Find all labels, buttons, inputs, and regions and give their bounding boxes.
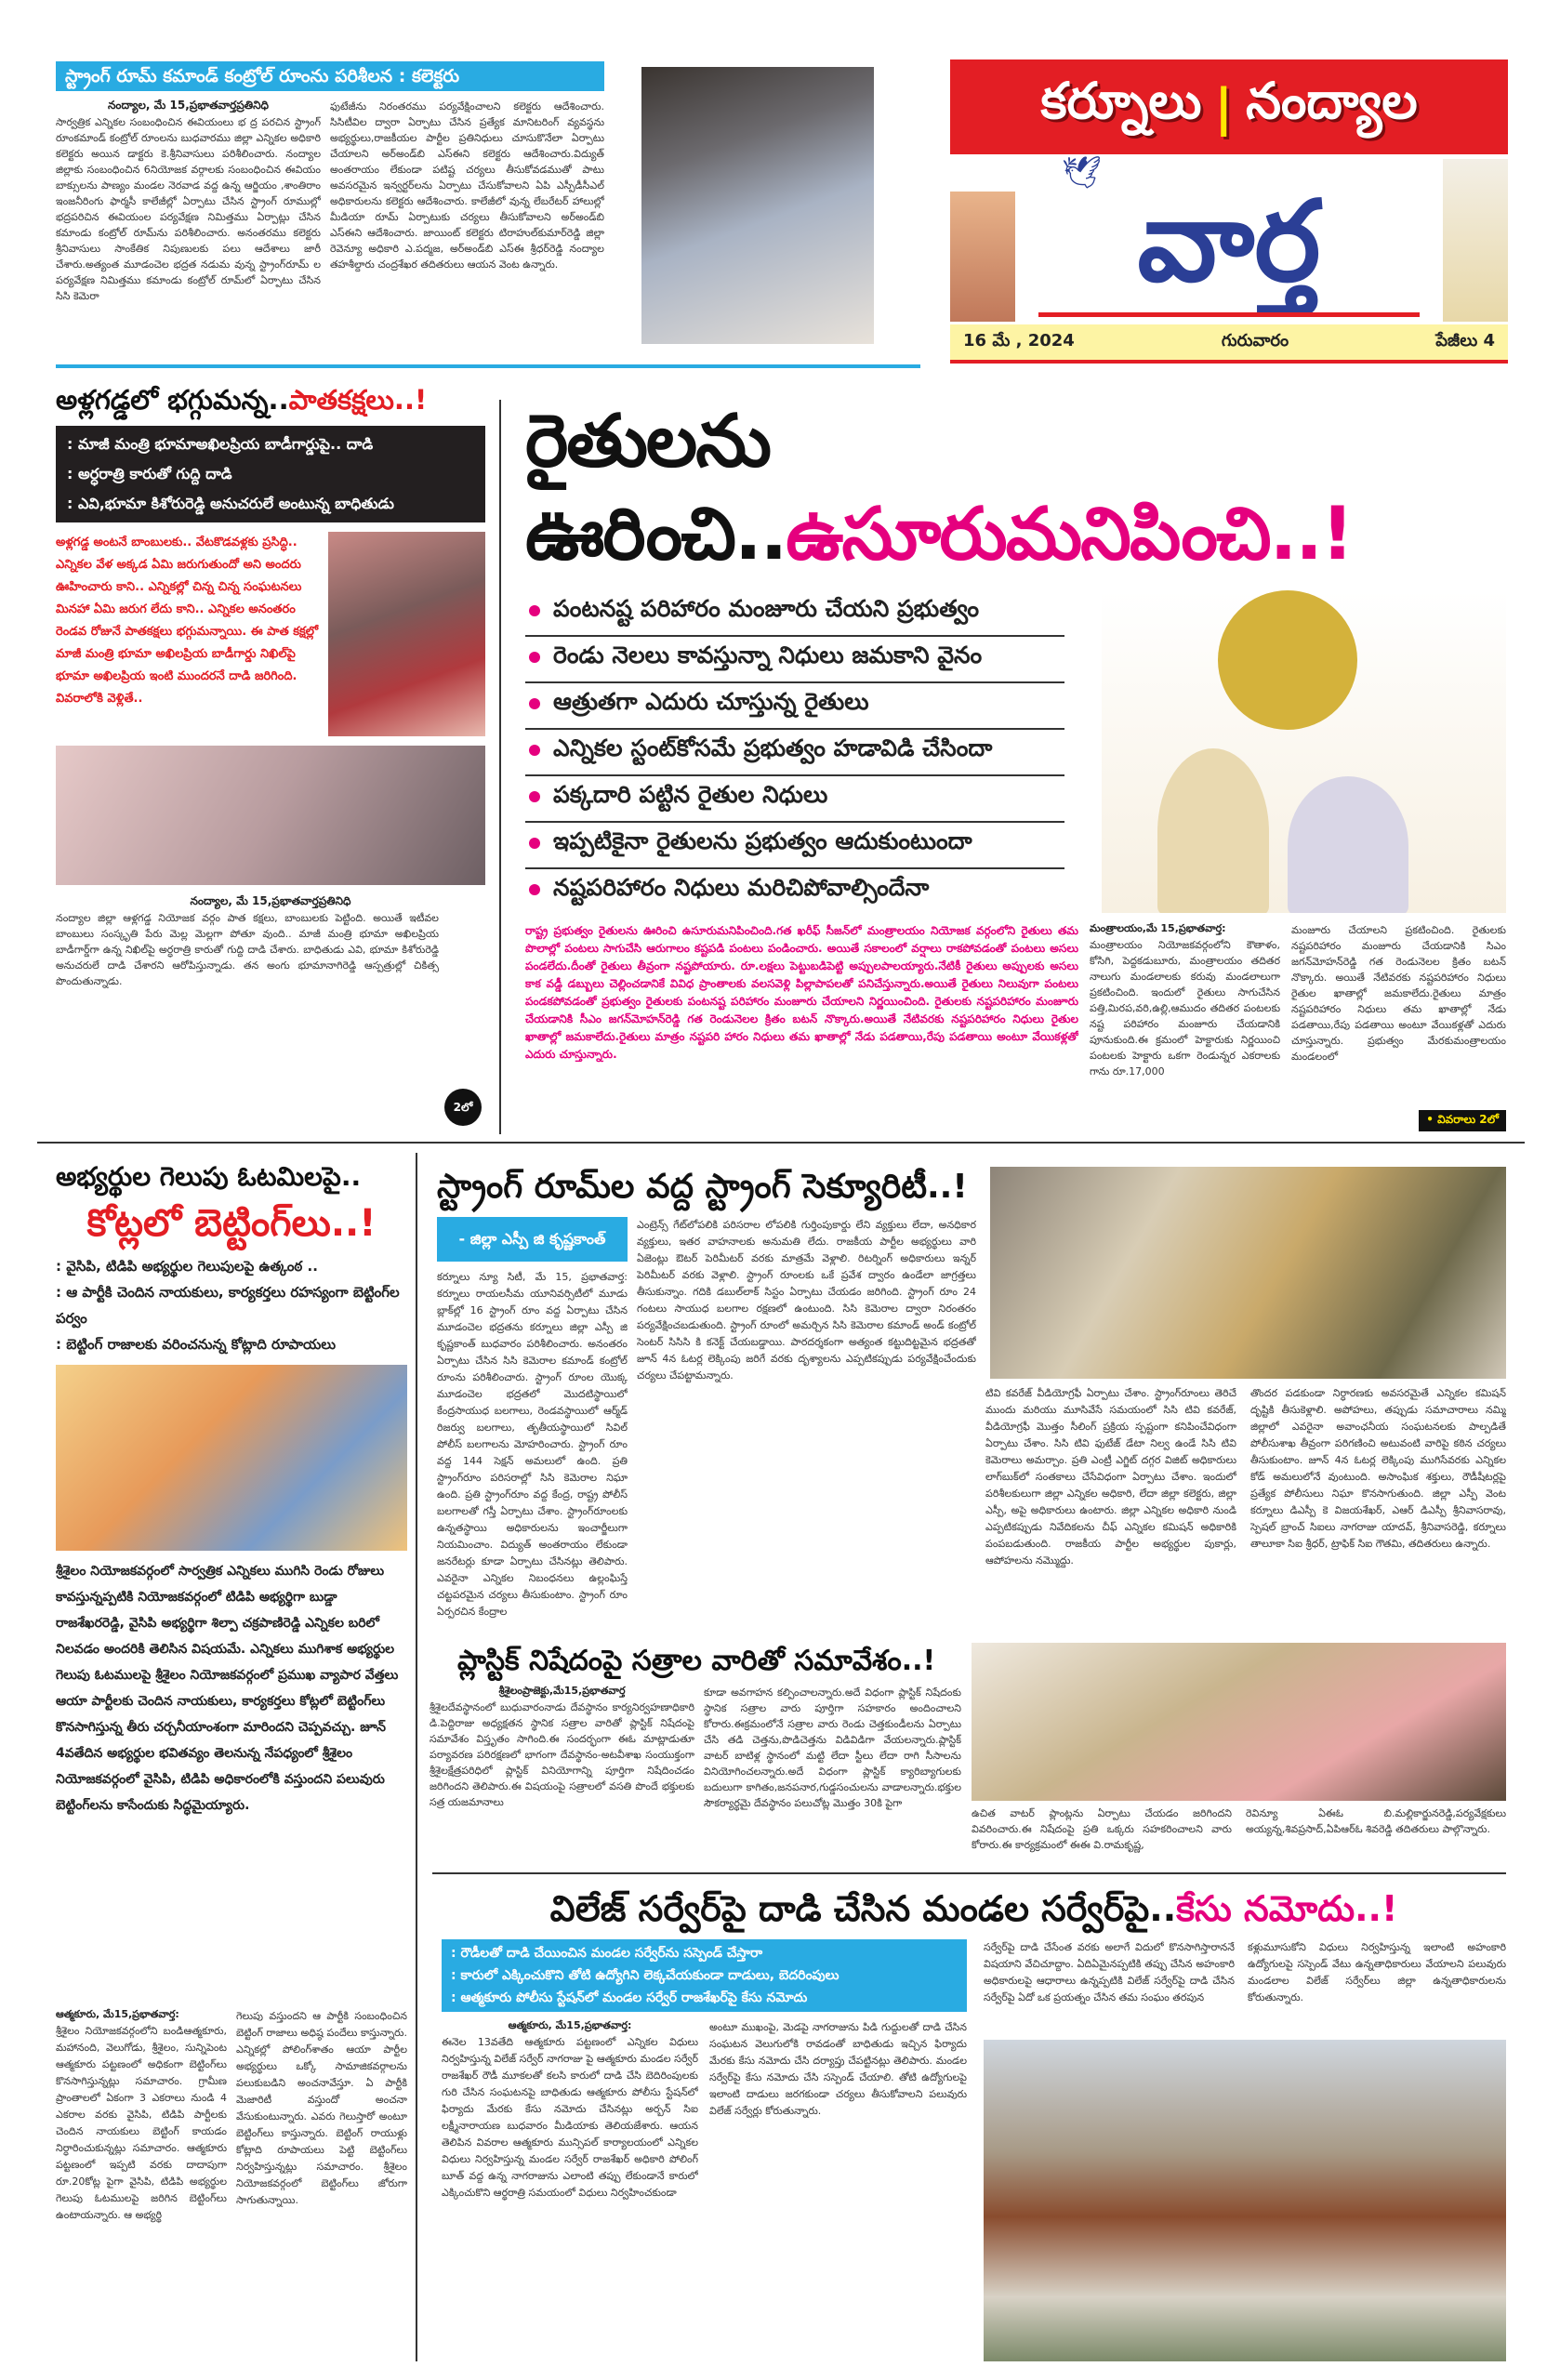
column-divider	[416, 1153, 417, 2361]
lead-text: మంత్రాలయం నియోజకవర్గంలోని కౌతాళం, కోసిగి, పెద్దకడుబూరు, మంత్రాలయం తదితర నాలుగు మండలాలకు కరువు మండలాలుగా ప్రకటించింది. ఇందులో రైతులు సాగుచేసిన పత్తి,మిరప,వరి,ఉల్లి,ఆముదం తదితర పంటలకు నష్ట పరిహారం మంజూరు చేయడానికి పూనుకుంది.ఈ క్రమంలో హెక్టారుకు నిర్ణయించి పంటలకు హెక్టారు ఒకగా రెండున్నర ఎకరాలకు గాను రూ.17,000	[1090, 939, 1280, 1078]
allagadda-points-box	[56, 426, 485, 522]
allagadda-intro: అళ్లగడ్డ అంటనే బాంబులకు.. వేటకొడవళ్లకు ప్రసిద్ధి.. ఎన్నికల వేళ అక్కడ ఏమి జరుగుతుందో అని అందరు ఊహించారు కాని.. ఎన్నికల్లో చిన్న చిన్న సంఘటనలు మినహా ఏమి జరుగ లేదు కాని.. ఎన్నికల అనంతరం రెండవ రోజునే పాతకక్షలు భగ్గుమన్నాయి. ఈ పాత కక్షల్లో మాజీ మంత్రి భూమా అఖిలప్రియ బాడీగార్డు నిఖిల్‌పై భూమా అఖిలప్రియ ఇంటి ముందరనే దాడి జరిగింది. వివరాలోకి వెళ్లితే..	[56, 536, 319, 706]
plastic-headline: ప్లాస్టిక్ నిషేదంపై సత్రాల వారితో సమావేశం..!	[457, 1645, 936, 1677]
surveyor-points-box	[442, 1939, 967, 2012]
lead-bullet: నష్టపరిహారం నిధులు మరిచిపోవాల్సిందేనా	[525, 869, 1064, 913]
story1-divider	[56, 364, 920, 368]
betting-point: : వైసిపి, టిడిపి అభ్యర్థుల గెలుపులపై ఉత్కంఠ ..	[56, 1258, 318, 1275]
speech-bubble	[1218, 590, 1357, 730]
plastic-col4: రెవిన్యూ ఏఈఓ బి.మల్లికార్జునరెడ్డి,పర్యవేక్షకులు అయ్యన్న,శివప్రసాద్,ఏపిఆర్‌ఓ శివరెడ్డి తదితరులు పాల్గొన్నారు.	[1246, 1807, 1506, 1835]
issue-weekday: గురువారం	[1221, 330, 1289, 350]
strongroom-story	[437, 1167, 976, 1632]
page-number: పేజీలు 4	[1435, 330, 1495, 350]
allagadda-hospital-photo	[56, 746, 485, 885]
nandi-image	[1443, 159, 1508, 322]
surveyor-point: : రౌడీలతో దాడి చేయించిన మండల సర్వేర్‌ను సస్పెండ్ చేస్తారా	[451, 1946, 763, 1961]
plastic-meeting-photo	[972, 1643, 1506, 1801]
fort-image	[950, 192, 1015, 322]
allagadda-column	[56, 383, 485, 1131]
lead-headline-black: రైతులను ఊరించి..	[525, 400, 787, 576]
surveyor-headline-black: విలేజ్ సర్వేర్‌పై దాడి చేసిన మండల సర్వేర్‌పై..	[549, 1888, 1177, 1929]
allagadda-point: : ఎవి,భూమా కిశోరురెడ్డి అనుచరులే అంటున్న బాధితుడు	[67, 495, 394, 512]
surveyor-dateline: ఆత్మకూరు, మే15,ప్రభాతవార్త:	[508, 2019, 632, 2031]
betting-col1	[56, 2008, 227, 2361]
allagadda-headline-black: అళ్లగడ్డలో భగ్గుమన్న..	[56, 384, 289, 416]
allagadda-text: నంద్యాల జిల్లా ఆళ్లగడ్డ నియోజక వర్గం పాత కక్షలు, బాంబులకు పెట్టింది. అయితే ఇటీవల బాంబులు సంస్కృతి పేరు మెల్ల మెల్లగా పోతూ వుంది.. మాజీ మంత్రి భూమా అఖిలప్రియ బాడీగార్డ్‌గా ఉన్న నిఖిల్‌పై అర్ధరాత్రి కారుతో గుద్ది దాడి చేశారు. బాధితుడు ఎవి, భూమా కిశోరురెడ్డి అనుచరులే దాడి చేశారని ఆరోపిస్తున్నాడు. తన అంగు భూమానాగిరెడ్డి ఆస్పత్రుల్లో చికిత్స పొందుతున్నాడు.	[56, 912, 439, 987]
surveyor-col3: సర్వేర్‌పై దాడి చేసేంత వరకు అలాగే విదులో కొనసాగిస్తారాననే విషయాని వేచిచూద్దాం. ఏదిఏమైనప్పటికి తప్పు చేసిన అహంకారి అధికారులపై ఆధారాలు ఉన్నప్పటికి విలేజ్ సర్వేర్‌పై దాడి చేసిన సర్వేర్‌పై ఏదో ఒక ప్రయత్నం చేసిన తమ సంఘం తరపున	[984, 1941, 1235, 2003]
strongroom-photo	[990, 1167, 1506, 1379]
lead-bullet: ఆత్రుతగా ఎదురు చూస్తున్న రైతులు	[525, 683, 1064, 730]
betting-point: : ఆ పార్టీకి చెందిన నాయకులు, కార్యకర్తలు రహస్యంగా బెట్టింగ్‌ల పర్వం	[56, 1284, 400, 1327]
betting-column	[56, 1160, 407, 2361]
plastic-story	[430, 1644, 961, 1862]
surveyor-point: : కారులో ఎక్కించుకొని తోటి ఉద్యోగిని లెక్కచేయకుండా దాడులు, బెదరింపులు	[451, 1968, 839, 1983]
strongroom-col1: కర్నూలు న్యూ సిటీ, మే 15, ప్రభాతవార్త: కర్నూలు రాయలసీమ యూనివర్సిటీలో మూడు బ్లాక్‌ల్లో 16 స్ట్రాంగ్ రూం వద్ద ఏర్పాటు చేసిన మూడంచెల భద్రతను కర్నూలు జిల్లా ఎస్పీ జి కృష్ణకాంత్ బుధవారం పరిశీలించారు. అనంతరం ఏర్పాటు చేసిన సిసి కెమెరాల కమాండ్ కంట్రోల్ రూంను పరిశీలించారు. స్ట్రాంగ్ రూంల యొక్క మూడంచెల భద్రతలో మొదటిస్థాయిలో కేంద్రసాయుధ బలగాలు, రెండవస్థాయిలో ఆర్మ్‌డ్ రిజర్వు బలగాలు, తృతీయస్థాయిలో సివిల్ పోలీస్ బలగాలను మోహరించారు. స్ట్రాంగ్ రూం వద్ద 144 సెక్షన్ అమలులో ఉంది. ప్రతి స్ట్రాంగ్‌రూం పరిసరాల్లో సిసి కెమెరాల నిఘా ఉంది. ప్రతి స్ట్రాంగ్‌రూం వద్ద కేంద్ర, రాష్ట్ర పోలీస్ బలగాలతో గస్తీ ఏర్పాటు చేశాం. స్ట్రాంగ్‌రూంలకు ఉన్నతస్థాయి అధికారులను ఇంచార్జీలుగా నియమించాం. విద్యుత్ అంతరాయం లేకుండా జనరేటర్లు కూడా ఏర్పాటు చేసినట్లు తెలిపారు. ఎవరైనా ఎన్నికల నిబంధనలు ఉల్లంఘిస్తే చట్టపరమైన చర్యలు తీసుకుంటాం. స్ట్రాంగ్ రూం ఏర్పరచిన కేంద్రాల	[437, 1271, 628, 1618]
surveyor-col1	[442, 2019, 698, 2361]
story1	[56, 61, 604, 340]
plastic-text: శ్రీశైలదేవస్థానంలో బుధువారంనాడు దేవస్థానం కార్యనిర్వహణాధికారి డి.పెద్దిరాజు అధ్యక్షతన స్థానిక సత్రాల వారితో ప్లాస్టిక్ నిషేదంపై సమావేశం విస్తృతం సాగింది.ఈ సందర్భంగా ఈఓ మాట్లాడుతూ పర్యావరణ పరిరక్షణలో భాగంగా దేవస్థానం-అటవీశాఖ సంయుక్తంగా శ్రీశైలక్షేత్రపరిధిలో ప్లాస్టిక్ వినియోగాన్ని పూర్తిగా నిషేదించడం జరిగిందని తెలిపారు.ఈ విషయంపై సత్రాలలో వసతి పొందే భక్తులకు సత్ర యజమానాలు	[430, 1701, 694, 1808]
lead-col1	[1090, 922, 1280, 1131]
betting-illustration	[56, 1365, 407, 1551]
lead-story	[525, 395, 1506, 1131]
masthead-logo: వార్త	[1137, 178, 1321, 307]
lead-bullet: పంటనష్ట పరిహారం మంజూరు చేయని ప్రభుత్వం	[525, 590, 1064, 637]
betting-intro: శ్రీశైలం నియోజకవర్గంలో సార్వత్రిక ఎన్నికలు ముగిసి రెండు రోజులు కావస్తున్నప్పటికి నియోజకవర్గంలో టిడిపి అభ్యర్థిగా బుడ్డా రాజశేఖరరెడ్డి, వైసిపి అభ్యర్థిగా శిల్పా చక్రపాణిరెడ్డి ఎన్నికల బరిలో నిలవడం అందరికి తెలిసిన విషయమే. ఎన్నికలు ముగిశాక అభ్యర్థుల గెలుపు ఓటములపై శ్రీశైలం నియోజకవర్గంలో ప్రముఖ వ్యాపార వేత్తలు ఆయా పార్టీలకు చెందిన నాయకులు, కార్యకర్తలు కోట్లలో బెట్టింగ్‌లు కొనసాగిస్తున్న తీరు చర్చనీయాంశంగా మారిందని చెప్పవచ్చు. జూన్ 4వతేదిన అభ్యర్థుల భవితవ్యం తెలనున్న నేపధ్యంలో శ్రీశైలం నియోజకవర్గంలో వైసిపి, టిడిపి అధికారంలోకి వస్తుందని పలువురు బెట్టింగ్‌లను కాసేందుకు సిద్ధమైయ్యారు.	[56, 1564, 399, 1813]
betting-dateline: ఆత్మకూరు, మే15,ప్రభాతవార్త:	[56, 2008, 179, 2020]
lead-bullet: ఇప్పటికైనా రైతులను ప్రభుత్వం ఆదుకుంటుందా	[525, 823, 1064, 869]
lead-col2: మంజూరు చేయాలని ప్రకటించింది. రైతులకు నష్టపరిహారం మంజూరు చేయడానికి సిఎం జగన్‌మోహన్‌రెడ్డి గత రెండునెలల క్రితం బటన్ నొక్కారు. అయితే నేటివరకు నష్టపరిహారం నిధులు రైతుల ఖాతాల్లో జమకాలేదు.రైతులు మాత్రం నష్టపరిహారం నిధులు తమ ఖాతాల్లో నేడు పడతాయి,రేపు పడతాయి అంటూ వేయికళ్లతో ఎదురు చూస్తున్నారు. ప్రభుత్వం మేరకుమంత్రాలయం మండలంలో	[1291, 924, 1506, 1063]
allagadda-victim-photo	[328, 532, 485, 736]
plastic-col2: కూడా అవగాహన కల్పించాలన్నారు.అదే విధంగా ప్లాస్టిక్ నిషేదంకు స్థానిక సత్రాల వారు పూర్తిగా సహకారం అందించాలని కోరారు.ఈక్రమంలోనే సత్రాల వారు రెండు చెత్తకుండీలను ఏర్పాటు చేసి తడి చెత్తను,పొడిచెత్తను విడివిడిగా వేయలన్నారు.ప్లాస్టిక్ వాటర్ బాటిళ్ల స్థానంలో మట్టి లేదా స్టీలు లేదా రాగి సీసాలను వినియోగించలన్నారు.అదే విధంగా ప్లాస్టిక్ క్యారిబ్యాగులకు బదులుగా కాగితం,జనపనార,గుడ్డసంచులను వాడాలన్నారు.భక్తుల సౌకర్యార్థమై దేవస్థానం పలుచోట్ల మొత్తం 30కి పైగా	[704, 1686, 961, 1809]
surveyor-headline	[442, 1887, 1506, 1930]
surveyor-story	[442, 1887, 1506, 2361]
strongroom-col4: తొందర పడకుండా నిర్ధారణకు అవసరమైతే ఎన్నికల కమిషన్ దృష్టికి తీసుకెళ్లాలి. అపోహలు, తప్పుడు సమాచారాలు నమ్మి జిల్లాలో ఎవరైనా అవాంఛనీయ సంఘటనలకు పాల్పడితే పోలీసుశాఖ తీవ్రంగా పరిగణించి అటువంటి వారిపై కఠిన చర్యలు తీసుకుంటాం. జూన్ 4న ఓటర్ల లెక్కింపు ముగిసేవరకు ఎన్నికల కోడ్ అమలులోనే వుంటుంది. అసాంఘిక శక్తులు, రౌడీషీటర్లపై ప్రత్యేక పోలీసులు నిఘా కొనసాగుతుంది. జిల్లా ఎస్పీ వెంట కర్నూలు డిఎస్పీ కె విజయశేఖర్, ఎఆర్ డిఎస్పీ శ్రీనివాసరావు, స్పెషల్ బ్రాంచ్ సిఐలు నాగరాజు యాదవ్, శ్రీనివాసరెడ్డి, కర్నూలు తాలూకా సిఐ శ్రీధర్, ట్రాఫిక్ సిఐ గౌతమి, తదితరులు ఉన్నారు.	[1250, 1387, 1506, 1550]
lead-bullet: పక్కదారి పట్టిన రైతుల నిధులు	[525, 776, 1064, 823]
farmers-illustration	[1102, 590, 1506, 913]
lead-bullets	[525, 590, 1064, 913]
allagadda-body	[56, 894, 485, 1131]
section-divider	[37, 1142, 1525, 1144]
betting-headline-red: కోట్లలో బెట్టింగ్‌లు..!	[86, 1202, 377, 1245]
strongroom-tag: - జిల్లా ఎస్పీ జి కృష్ణకాంత్	[437, 1217, 628, 1262]
section-divider	[432, 1872, 1506, 1874]
surveyor-text: ఈనెల 13వతేది ఆత్మకూరు పట్టణంలో ఎన్నికల విధులు నిర్వహిస్తున్న విలేజ్ సర్వేర్ నాగరాజు పై ఆత్మకూరు మండల సర్వేర్ రాజశేఖర్ రౌడీ మూకలతో కలసి కారులో దాడి చేసి బెదిరింపులకు గురి చేసిన సంఘటనపై బాధితుడు ఆత్మకూరు పోలీసు స్టేషన్‌లో ఫిర్యాదు మేరకు కేసు నమోదు చేసినట్లు అర్బన్ సిఐ లక్ష్మీనారాయణ బుధవారం మీడియాకు తెలియజేశారు. ఆయన తెలిపిన వివరాల ఆత్మకూరు మున్సిపల్ కార్యాలయంలో ఎన్నికల విధులు నిర్వహిస్తున్న మండల సర్వేర్ రాజశేఖర్ అధికారి పోలింగ్ బూత్ వద్ద ఉన్న నాగరాజును ఎలాంటి తప్పు లేకుండానే కారులో ఎక్కించుకొని ఆర్థరాత్రి సమయంలో విధులు నిర్వహించకుండా	[442, 2036, 698, 2199]
plastic-dateline: శ్రీశైలంప్రాజెక్టు,మే15,ప్రభాతవార్త	[498, 1685, 626, 1697]
betting-headline-black: అభ్యర్థుల గెలుపు ఓటమిలపై..	[56, 1161, 362, 1192]
masthead	[950, 60, 1508, 376]
district-left: కర్నూలు	[1040, 71, 1202, 130]
allagadda-headline-red: పాతకక్షలు..!	[288, 384, 428, 416]
story1-headline-bar	[56, 61, 604, 91]
district-separator: |	[1214, 77, 1234, 137]
story1-col1	[56, 99, 321, 340]
lead-intro: రాష్ట్ర ప్రభుత్వం రైతులను ఊరించి ఉసూరుమనిపించింది.గత ఖరీఫ్ సీజన్‌లో మంత్రాలయం నియోజక వర్గంలోని రైతులు తమ పొలాల్లో పంటలు సాగుచేసి ఆరుగాలం కష్టపడి పంటలు పండించారు. అయితే సకాలంలో వర్షాలు రాకపోవడంతో పంటలు అసలు పండలేదు.దీంతో రైతులు తీవ్రంగా నష్టపోయారు. రూ.లక్షలు పెట్టుబడిపెట్టి అప్పులపాలయ్యారు.నేటికీ రైతులు అప్పులకు అసలు కాక వడ్డీ డబ్బులు చెల్లించడానికే వివిధ ప్రాంతాలకు వలసవెళ్లి పిల్లాపాపలతో పనిచేస్తున్నారు.అయితే రైతులు నిలువుగా పంటలు పండకపోవడంతో ప్రభుత్వం రైతులకు పంటనష్ట పరిహారం మంజూరు చేయాలని నిర్ణయించింది. రైతులకు నష్టపరిహారం మంజూరు చేయడానికి సీఎం జగన్‌మోహన్‌రెడ్డి గత రెండునెలల క్రితం బటన్ నొక్కారు.అయితే నేటివరకు నష్టపరిహారం నిధులు రైతుల ఖాతాల్లో జమకాలేదు.రైతులు మాత్రం నష్టపరి హారం నిధులు తమ ఖాతాల్లో నేడు పడతాయి,రేపు పడతాయి అంటూ వేయికళ్లతో ఎదురు చూస్తున్నారు.	[525, 924, 1078, 1061]
surveyor-point: : ఆత్మకూరు పోలీసు స్టేషన్‌లో మండల సర్వేర్ రాజశేఖర్‌పై కేసు నమోదు	[451, 1990, 808, 2005]
surveyor-col4: కళ్లుమూసుకోని విధులు నిర్వహిస్తున్న ఇలాంటి అహంకారి ఉద్యోగులపై సస్పెండ్ వేటు ఉన్నతాధికారులు వేయాలని పలువురు మండలాల విలేజ్ సర్వేర్‌లు జిల్లా ఉన్నతాధికారులను కోరుతున్నారు.	[1248, 1941, 1506, 2003]
betting-points	[56, 1253, 407, 1357]
surveyor-headline-pink: కేసు నమోదు..!	[1176, 1888, 1398, 1929]
district-right: నంద్యాల	[1246, 71, 1418, 130]
lead-bullet: రెండు నెలలు కావస్తున్నా నిధులు జమకాని వైనం	[525, 637, 1064, 683]
betting-col2: గెలుపు వస్తుందని ఆ పార్టీకి సంబంధించిన బెట్టింగ్ రాజాలు అధిష్ఠ పందేలు కాస్తున్నారు. ఎన్నికల్లో పోలింగ్‌శాతం ఆయా పార్టీల అభ్యర్థులు ఒక్కో సామాజికవర్గాలను పలుకుబడిని అంచనావేస్తూ. ఏ పార్టీకి మెజారిటీ వస్తుందో అంచనా వేసుకుంటున్నారు. ఎవరు గెలుస్తారో అంటూ బెట్టింగ్‌లు కాస్తున్నారు. బెట్టింగ్ రాయుళ్లు కోట్లాది రూపాయలు పెట్టి బెట్టింగ్‌లు నిర్వహిస్తున్నట్లు సమాచారం. శ్రీశైలం నియోజకవర్గంలో బెట్టింగ్‌లు జోరుగా సాగుతున్నాయి.	[236, 2010, 407, 2206]
lead-dateline: మంత్రాలయం,మే 15,ప్రభాతవార్త:	[1090, 922, 1226, 934]
betting-point: : బెట్టింగ్ రాజాలకు వరించనున్న కోట్లాది రూపాయలు	[56, 1336, 337, 1353]
lead-headline-pink: ఉసూరుమనిపించి..!	[786, 493, 1353, 576]
lead-headline	[525, 395, 1506, 581]
allagadda-point: : అర్ధరాత్రి కారుతో గుద్ది దాడి	[67, 465, 232, 483]
story1-body-col2: ఫుటేజీను నిరంతరము పర్యవేక్షించాలని కలెక్టరు ఆదేశించారు. సిసిటీవిల ద్వారా ఏర్పాటు చేసిన ప్రత్యేక మానిటరింగ్ వ్యవస్థను అభ్యర్థులు,రాజకీయల పార్టీల ప్రతినిధులు చూసుకొనేలా ఏర్పాటు చేయాలని అర్‌అండ్‌బి ఎస్‌ఈని కలెక్టరు ఆదేశించారు.విద్యుత్ అంతరాయం లేకుండా పటిష్ట చర్యలు తీసుకోవడముతో పాటు అవసరమైన ఇన్వర్టర్‌లను ఏర్పాటు చేసుకోవాలని ఏపి ఎస్పీడీసీఎల్ అధికారులను కలెక్టరు ఆదేశించారు. కాలేజీలో వున్న లేబరేటర్ హాలుల్లో మీడియా రూమ్ ఏర్పాటుకు చర్యలు తీసుకోవాలని అర్‌అండ్‌బి ఎస్‌ఈని ఆదేశించారు. జాయింట్ కలెక్టరు టిరాహుల్‌కుమార్‌రెడ్డి జిల్లా రెవెన్యూ అధికారి ఎ.పద్మజ, అర్‌అండ్‌బి ఎస్‌ఈ శ్రీధర్‌రెడ్డి నంద్యాల తహశీల్దారు చంద్రశేఖర తదితరులు ఆయన వెంట ఉన్నారు.	[330, 100, 604, 271]
story1-body: సార్వత్రిక ఎన్నికల సంబంధించిన ఈవియంలు భ ద్ర పరచిన స్ట్రాంగ్ రూంకమాండ్ కంట్రోల్ రూంలను బుధవారము జిల్లా ఎన్నికల అధికారి కలెక్టరు అయిన డాక్టరు కె.శ్రీనివాసులు పరిశీలించారు. నంద్యాల జిల్లాకు సంబంధించిన 6నియోజక వర్గాలకు సంబంధించిన ఈవియం బాక్సులను పాణ్యం మండల నెరవాడ వద్ద ఉన్న ఆర్జియం ,శాంతిరాం ఇంజనీరింగు ఫార్మసీ కాలేజీల్లో ఏర్పాటు చేసిన స్ట్రాంగ్ రూముల్లో భద్రపరిచిన ఈవియంల పర్యవేక్షణ నిమిత్తము ఏర్పాట్లు చేసిన కమాండు కంట్రోల్ రూమ్‌ను పరిశీలించారు. అనంతరము కలెక్టరు శ్రీనివాసులు సాంకేతిక నిపుణులకు పలు ఆదేశాలు జారీ చేశారు.అత్యంత మూడంచెల భద్రత నడుమ వున్న స్ట్రాంగ్‌రూమ్ ల పర్యవేక్షణ నిమిత్తము కమాండు కంట్రోల్ రూమ్‌లో ఏర్పాటు చేసిన సిసి కెమెరా	[56, 116, 321, 302]
strongroom-col2: ఎంట్రెన్స్ గేట్‌లోపలికి పరిసరాల లోపలికి గుర్తింపుకార్డు లేని వ్యక్తులు లేదా, అనధికార వ్యక్తులు, ఇతర వాహనాలకు అనుమతి లేదు. రాజకీయ పార్టీల అభ్యర్థులు వారి ఏజెంట్లు ఔటర్ పెరిమీటర్ వరకు మాత్రమే వెళ్లాలి. రిటర్నింగ్ అధికారులు ఇన్నర్ పెరిమీటర్ వరకు వెళ్లాలి. స్ట్రాంగ్ రూంలకు ఒకే ప్రవేశ ద్వారం ఉండేలా జాగ్రత్తలు తీసుకున్నాం. గదికి డబుల్‌లాక్ సిస్టం ఏర్పాటు చేయడం జరిగింది. స్ట్రాంగ్ రూం 24 గంటలు సాయుధ బలగాల రక్షణలో ఉంటుంది. సిసి కెమెరాల ద్వారా నిరంతరం పర్యవేక్షించబడుతుంది. స్ట్రాంగ్ రూంలో అమర్చిన సిసి కెమెరాల కమాండ్ అండ్ కంట్రోల్ సెంటర్ సిసిసి కి కనెక్ట్ చేయబడ్డాయి. పారదర్శకంగా అత్యంత కట్టుదిట్టమైన భద్రతతో జూన్ 4న ఓటర్ల లెక్కింపు జరిగే వరకు దృశ్యాలను ఎప్పటికప్పుడు పర్యవేక్షించేందుకు చర్యలు చేపట్టామన్నారు.	[637, 1219, 976, 1382]
strongroom-headline: స్ట్రాంగ్ రూమ్‌ల వద్ద స్ట్రాంగ్ సెక్యూరిటీ..!	[437, 1168, 968, 1206]
story1-photo	[641, 67, 874, 344]
date-bar	[950, 324, 1508, 364]
dove-icon: 🕊	[1062, 154, 1103, 192]
story1-headline: స్ట్రాంగ్ రూమ్ కమాండ్ కంట్రోల్ రూంను పరిశీలన : కలెక్టరు	[65, 66, 460, 86]
logo-underline	[1038, 312, 1420, 317]
story1-dateline: నంద్యాల, మే 15,ప్రభాతవార్తప్రతినిధి	[107, 99, 270, 112]
plastic-col1	[430, 1685, 694, 1862]
allagadda-headline	[56, 383, 485, 416]
masthead-district-bar	[950, 60, 1508, 154]
issue-date: 16 మే , 2024	[963, 330, 1075, 350]
column-divider	[499, 400, 501, 1134]
allagadda-point: : మాజీ మంత్రి భూమాఅఖిలప్రియ బాడీగార్డుపై.. దాడి	[67, 435, 374, 453]
lead-bullet: ఎన్నికల స్టంట్‌కోసమే ప్రభుత్వం హడావిడి చేసిందా	[525, 730, 1064, 776]
betting-text: శ్రీశైలం నియోజకవర్గంలోని బండిఆత్మకూరు, మహానంది, వెలుగోడు, శ్రీశైలం, సున్నిపెంట ఆత్మకూరు పట్టణంలో అధికంగా బెట్టింగ్‌లు కొనసాగిస్తున్నట్లు సమాచారం. గ్రామీణ ప్రాంతాలలో ఏకంగా 3 ఎకరాలు నుండి 4 ఎకరాల వరకు వైసిపి, టిడిపి పార్టీలకు చెందిన నాయకులు బెట్టింగ్ కాయడం నిర్ధారించుకున్నట్లు సమాచారం. ఆత్మకూరు పట్టణంలో ఇప్పటి వరకు దాదాపుగా రూ.20కోట్ల పైగా వైసిపి, టిడిపి అభ్యర్థుల గెలుపు ఓటములపై జరిగిన బెట్టింగ్‌లు ఉంటాయన్నారు. ఆ అభ్యర్థి	[56, 2025, 227, 2221]
farmer-figure	[1288, 776, 1408, 913]
allagadda-dateline: నంద్యాల, మే 15,ప్రభాతవార్తప్రతినిధి	[190, 894, 351, 907]
masthead-logo-area	[950, 154, 1508, 324]
strongroom-col3: టివి కవరేజ్ వీడియోగ్రఫీ ఏర్పాటు చేశాం. స్ట్రాంగ్‌రూంలు తెరిచే ముందు మరియు మూసివేసే సమయంలో సిసి టివి కవరేజ్, వీడియోగ్రఫీ మొత్తం సీలింగ్ ప్రక్రియ స్పష్టంగా కనిపించేవిధంగా ఏర్పాటు చేశాం. సిసి టివి ఫుటేజ్ డేటా నిల్వ ఉండే సిసి టివి కెమెరాలు అమర్చాం. ప్రతి ఎంట్రీ ఎగ్జిట్ దగ్గర విజిట్ అధికారులు లాగ్‌బుక్‌లో సంతకాలు చేసేవిధంగా ఏర్పాటు చేశాం. ఇందులో పరిశీలకులుగా జిల్లా ఎన్నికల అధికారి, లేదా జిల్లా కలెక్టరు, జిల్లా ఎస్పీ, అపై అధికారులు ఉంటారు. జిల్లా ఎన్నికల అధికారి నుండి ఎప్పటికప్పుడు నివేదికలను చీఫ్ ఎన్నికల కమిషన్ అధికారికి పంపబడుతుంది. రాజకీయ పార్టీల అభ్యర్థుల పుకార్లు, ఆపోహలను నమ్మొద్దు.	[985, 1387, 1236, 1567]
plastic-col3: ఉచిత వాటర్ ప్లాంట్లను ఏర్పాటు చేయడం జరిగిందని వివరించారు.ఈ నిషేదంపై ప్రతి ఒక్కరు సహకరించాలని వారు కోరారు.ఈ కార్యక్రమంలో ఈఈ వి.రామకృష్ణ,	[972, 1807, 1232, 1851]
farmer-figure	[1157, 748, 1269, 913]
continued-badge: 2లో	[444, 1089, 482, 1126]
surveyor-col2: అంటూ ముఖంపై, మెడపై నాగరాజును పిడి గుద్దులతో దాడి చేసిన సంఘటన వెలుగులోకి రావడంతో బాధితుడు ఇచ్చిన ఫిర్యాదు మేరకు కేసు నమోదు చేసి దర్యాప్తు చేపట్టినట్లు తెలిపారు. మండల సర్వేర్‌పై కేసు నమోదు చేసి సస్పెండ్ చేయాలి. తోటి ఉద్యోగులపై ఇలాంటి దాడులు జరగకుండా చర్యలు తీసుకోవాలని పలువురు విలేజ్ సర్వేర్లు కోరుతున్నారు.	[709, 2021, 967, 2117]
lead-continued: • వివరాలు 2లో	[1419, 1110, 1506, 1131]
police-station-photo	[984, 2040, 1506, 2361]
